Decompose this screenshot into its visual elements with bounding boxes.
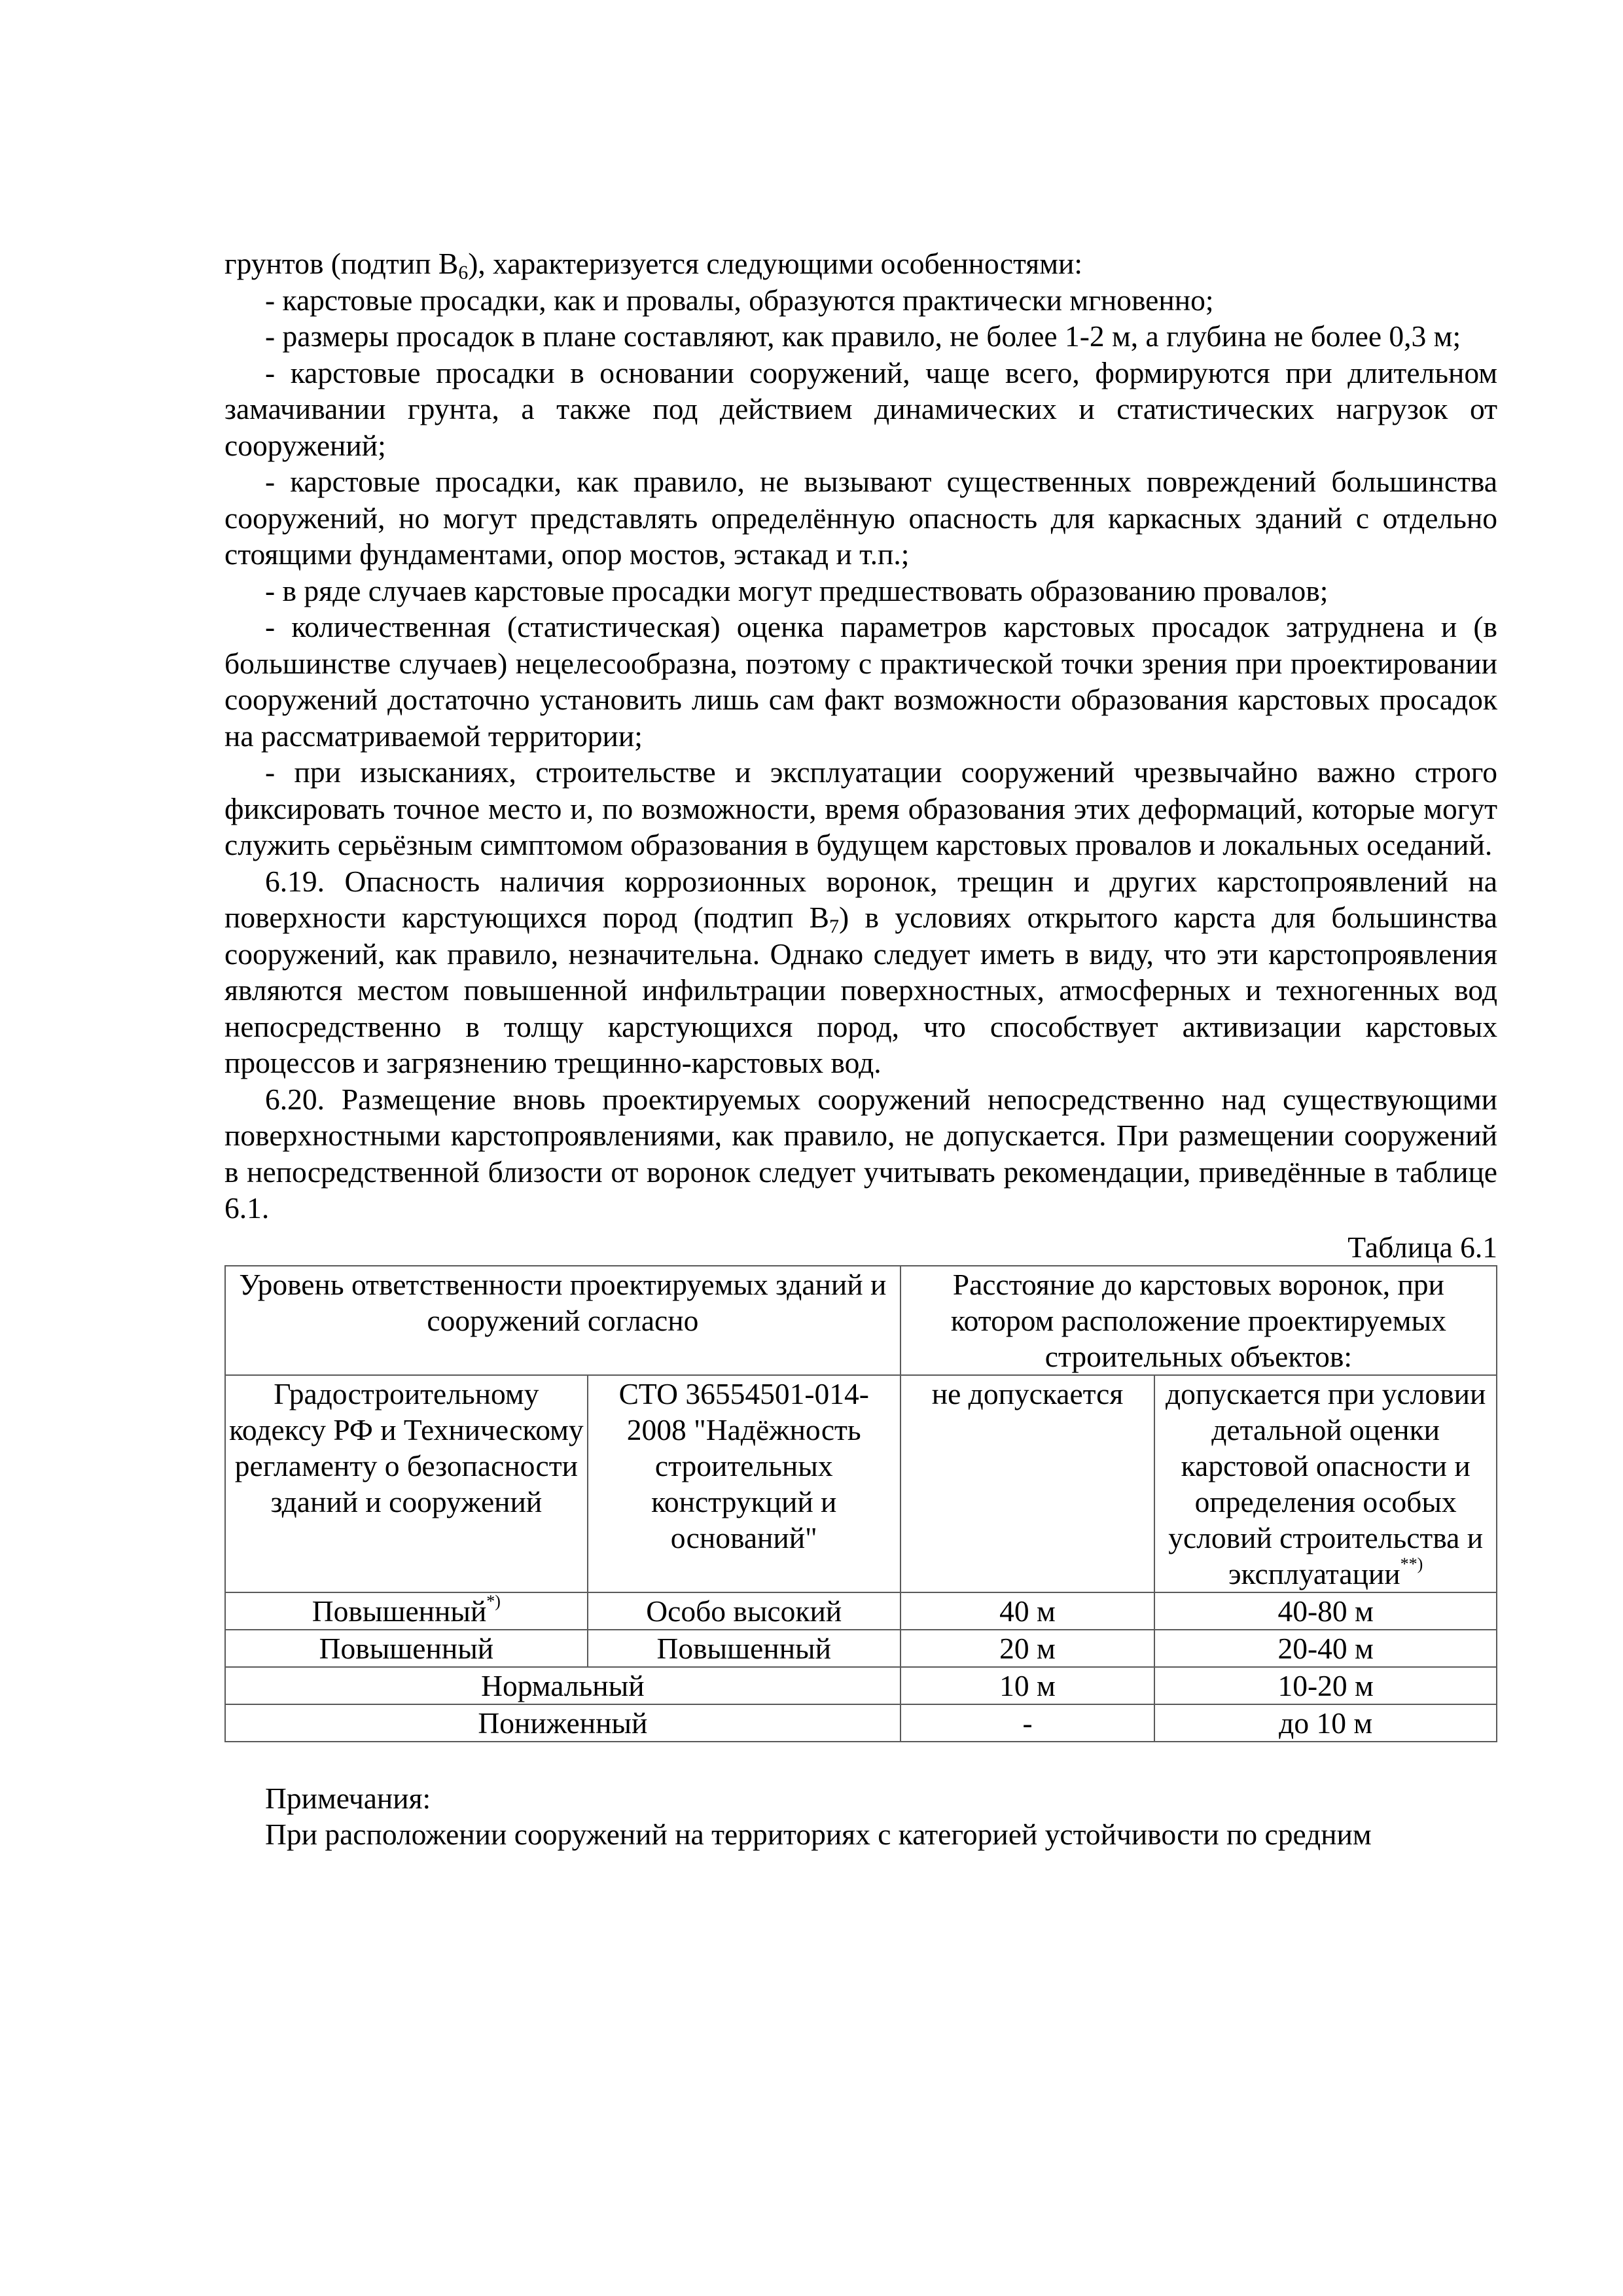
section-6-19-text-before: 6.19. Опасность наличия коррозионных воронок, трещин и других карстопроявлений на поверхности карстующихся пород (подтип В — [224, 864, 1497, 934]
notes-title: Примечания: — [265, 1781, 431, 1815]
subtype-subscript: 7 — [829, 916, 840, 937]
table-row — [225, 1704, 1497, 1742]
table-cell: Повышенный — [588, 1630, 901, 1667]
section-6-20-paragraph: 6.20. Размещение вновь проектируемых сооружений непосредственно над существующими поверхностными карстопроявлениями, как правило, не допускается. При размещении сооружений в непосредственной близости от воронок следует учитывать рекомендации, приведённые в таблице 6.1. — [224, 1082, 1497, 1225]
table-row — [225, 1630, 1497, 1667]
subheader-allowed-text: допускается при условии детальной оценки карстовой опасности и определения особых условий строительства и эксплуатации — [1165, 1376, 1486, 1590]
table-cell: до 10 м — [1154, 1704, 1497, 1742]
section-6-19-paragraph — [224, 863, 1497, 1081]
table-cell: Повышенный — [225, 1630, 588, 1667]
table-cell: 40 м — [901, 1592, 1155, 1630]
table-row — [225, 1667, 1497, 1704]
distance-table — [224, 1265, 1497, 1742]
table-cell: Нормальный — [225, 1667, 901, 1704]
bullet-item-7: - при изысканиях, строительстве и эксплуатации сооружений чрезвычайно важно строго фиксировать точное место и, по возможности, время образования этих деформаций, которые могут служить серьёзным симптомом образования в будущем карстовых провалов и локальных оседаний. — [224, 755, 1497, 861]
table-cell — [225, 1592, 588, 1630]
intro-text-after: ), характеризуется следующими особенностями: — [468, 247, 1083, 280]
table-subheader-row — [225, 1375, 1497, 1592]
bullet-item-2: - размеры просадок в плане составляют, как правило, не более 1-2 м, а глубина не более 0,3 м; — [265, 319, 1461, 353]
subheader-sto-standard: СТО 36554501-014-2008 "Надёжность строительных конструкций и оснований" — [588, 1375, 901, 1592]
table-cell: 20 м — [901, 1630, 1155, 1667]
footnote-mark: **) — [1400, 1554, 1423, 1573]
subheader-town-planning-code: Градостроительному кодексу РФ и Техническому регламенту о безопасности зданий и сооружений — [225, 1375, 588, 1592]
intro-text-before: грунтов (подтип В — [224, 247, 459, 280]
bullet-item-1: - карстовые просадки, как и провалы, образуются практически мгновенно; — [265, 283, 1214, 317]
table-cell: 10 м — [901, 1667, 1155, 1704]
header-responsibility-level: Уровень ответственности проектируемых зданий и сооружений согласно — [225, 1266, 901, 1375]
section-6-19-text-after: ) в условиях открытого карста для большинства сооружений, как правило, незначительна. Однако следует иметь в виду, что эти карстопроявления являются местом повышенной инфильтрации поверхностных, атмосферных и техногенных вод непосредственно в толщу карстующихся пород, что способствует активизации карстовых процессов и загрязнению трещинно-карстовых вод. — [224, 901, 1497, 1079]
intro-paragraph — [224, 245, 1497, 282]
bullet-item-6: - количественная (статистическая) оценка параметров карстовых просадок затруднена и (в большинстве случаев) нецелесообразна, поэтому с практической точки зрения при проектировании сооружений достаточно установить лишь сам факт возможности образования карстовых просадок на рассматриваемой территории; — [224, 610, 1497, 753]
notes-text: При расположении сооружений на территориях с категорией устойчивости по средним — [265, 1818, 1372, 1851]
bullet-item-5: - в ряде случаев карстовые просадки могут предшествовать образованию провалов; — [265, 573, 1329, 607]
document-page — [224, 245, 1497, 1853]
table-header-row — [225, 1266, 1497, 1375]
bullet-item-4: - карстовые просадки, как правило, не вызывают существенных повреждений большинства сооружений, но могут представлять определённую опасность для каркасных зданий с отдельно стоящими фундаментами, опор мостов, эстакад и т.п.; — [224, 465, 1497, 571]
table-row — [225, 1592, 1497, 1630]
subheader-allowed-conditionally — [1154, 1375, 1497, 1592]
table-cell: 20-40 м — [1154, 1630, 1497, 1667]
subtype-subscript: 6 — [458, 262, 469, 283]
subheader-not-allowed: не допускается — [901, 1375, 1155, 1592]
cell-text: Повышенный — [312, 1594, 487, 1628]
footnote-mark: *) — [486, 1591, 501, 1611]
table-cell: Особо высокий — [588, 1592, 901, 1630]
table-cell: - — [901, 1704, 1155, 1742]
header-distance: Расстояние до карстовых воронок, при котором расположение проектируемых строительных объектов: — [901, 1266, 1497, 1375]
table-caption: Таблица 6.1 — [1347, 1230, 1497, 1264]
bullet-item-3: - карстовые просадки в основании сооружений, чаще всего, формируются при длительном замачивании грунта, а также под действием динамических и статистических нагрузок от сооружений; — [224, 355, 1497, 462]
table-cell: 10-20 м — [1154, 1667, 1497, 1704]
table-cell: 40-80 м — [1154, 1592, 1497, 1630]
table-cell: Пониженный — [225, 1704, 901, 1742]
